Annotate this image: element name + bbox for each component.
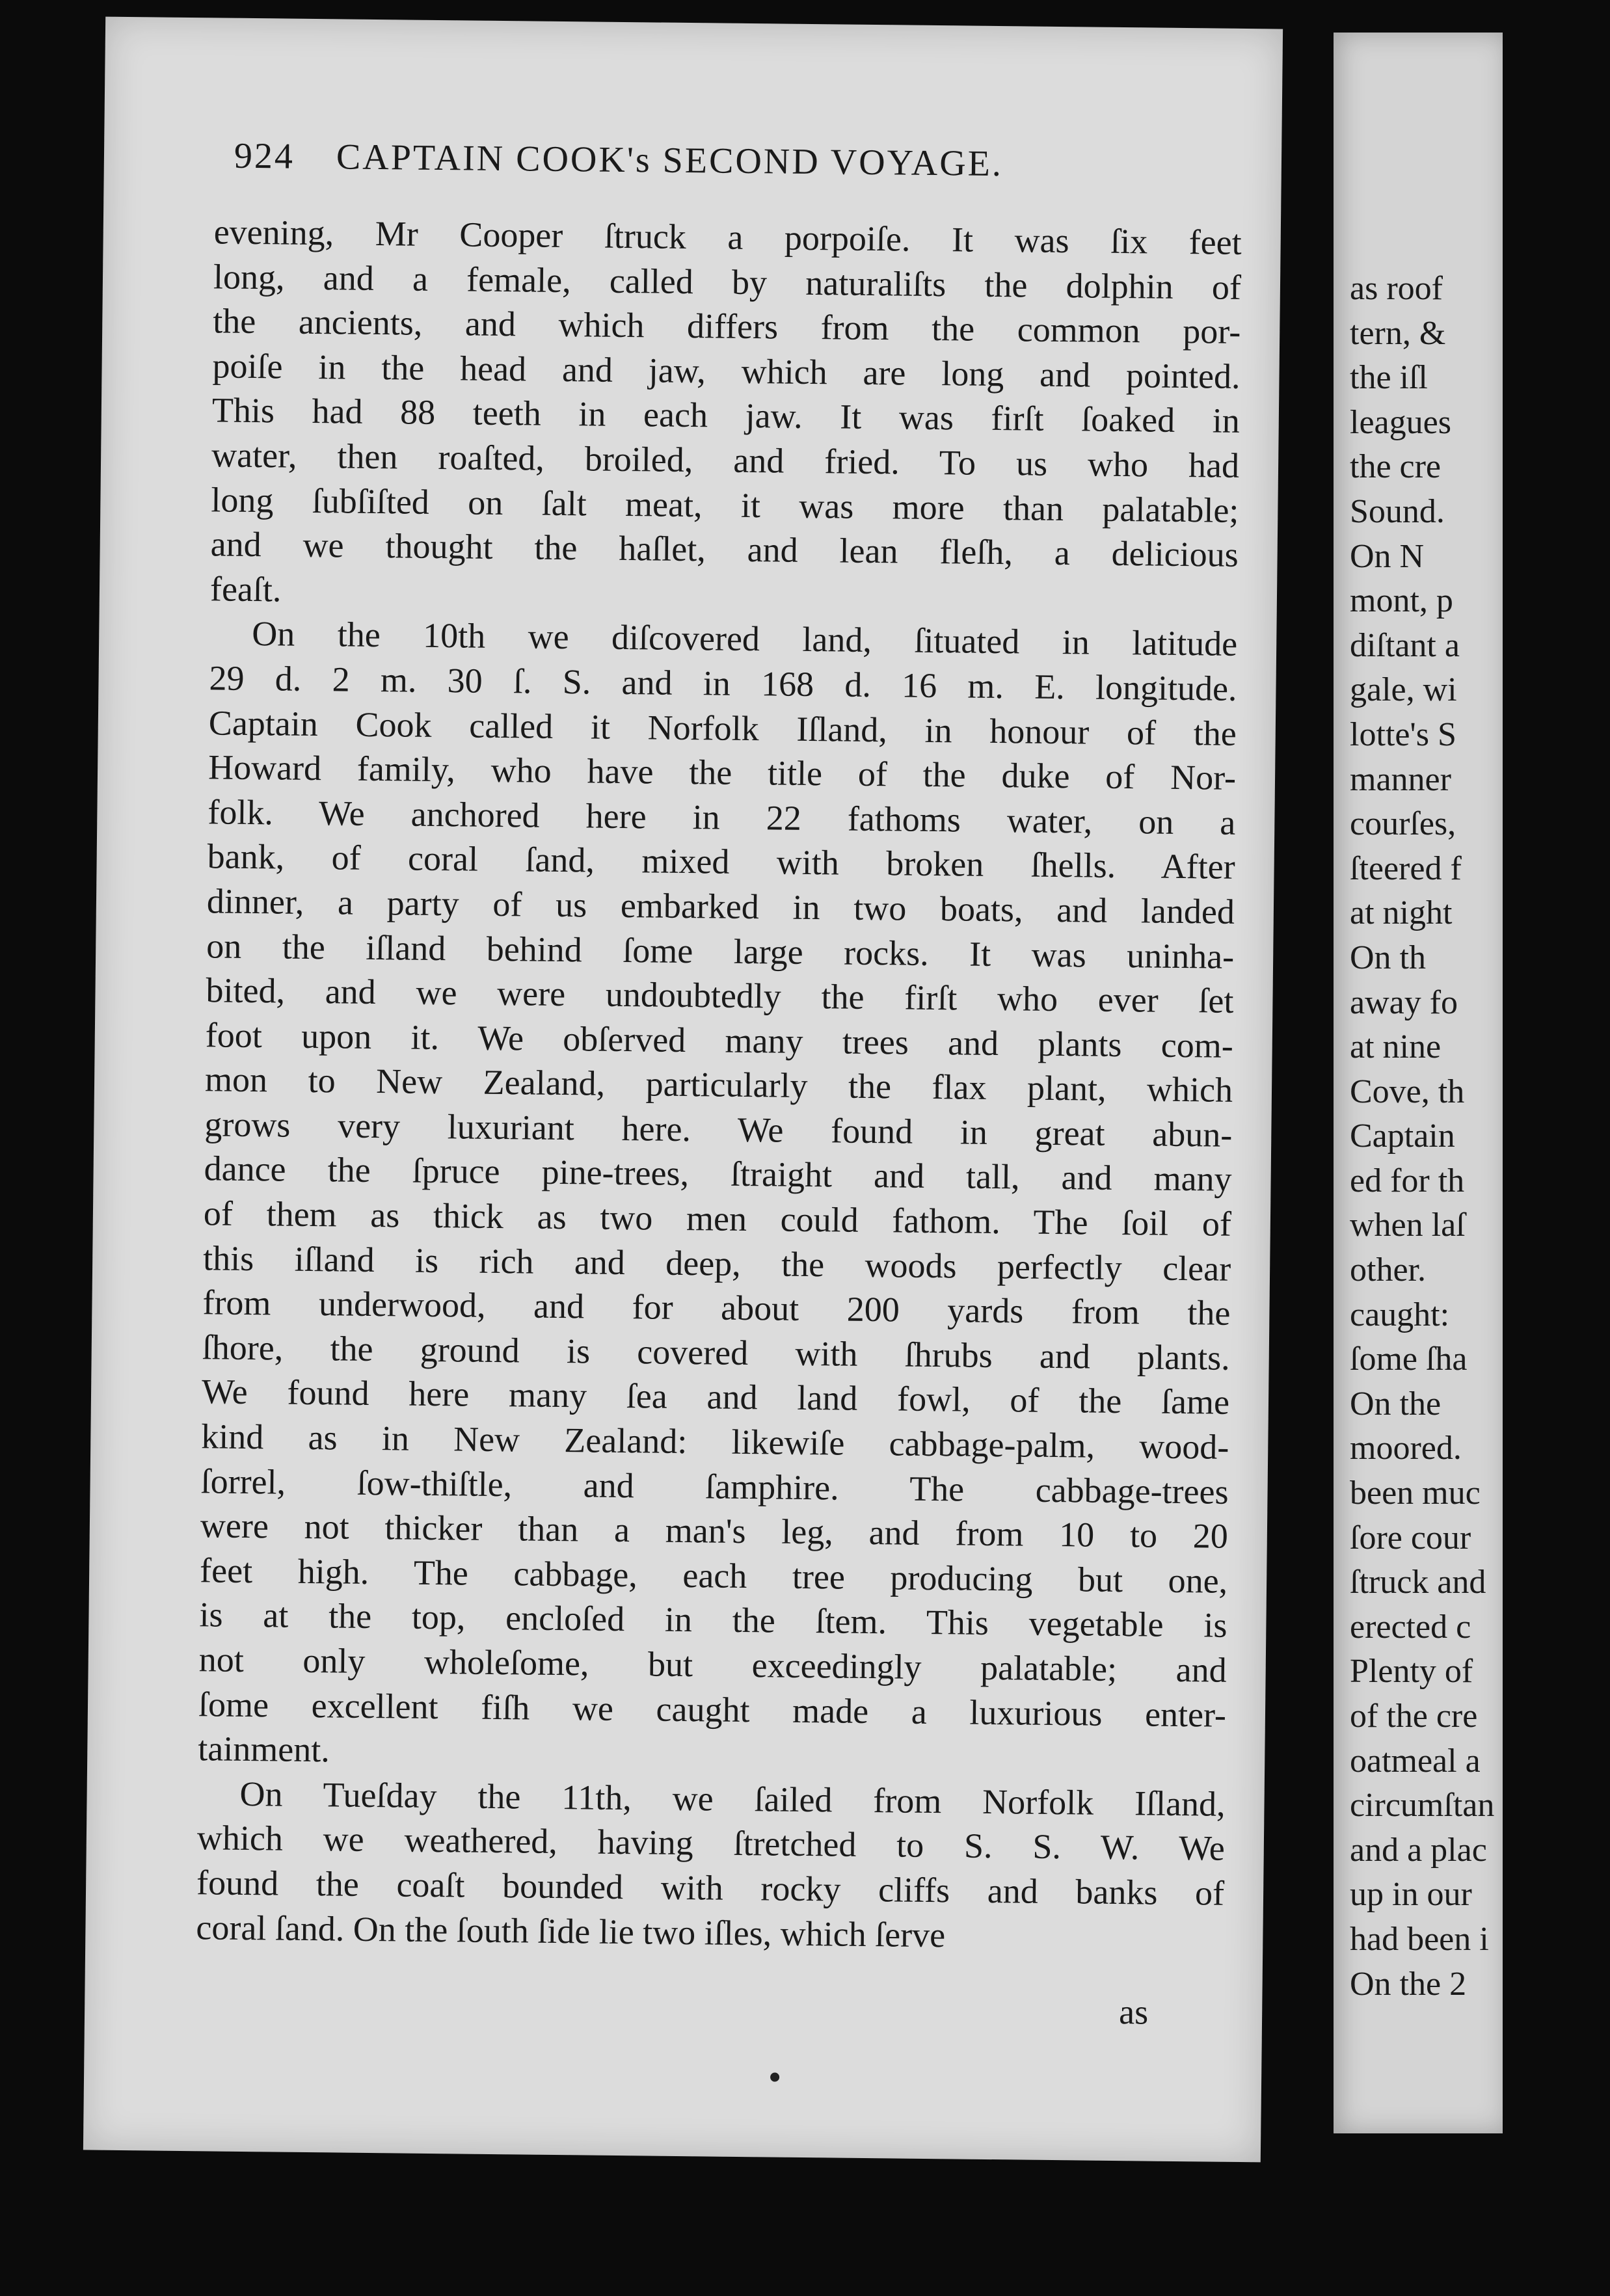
text-line: the ancients, and which differs from the common por- <box>213 301 1241 352</box>
right-text-line: at nine <box>1350 1028 1442 1066</box>
text-line: found the coaſt bounded with rocky cliffs and banks of <box>196 1863 1225 1913</box>
text-line: feaſt. <box>209 569 282 609</box>
text-line: this iſland is rich and deep, the woods perfectly clear <box>202 1238 1231 1288</box>
right-text-line: ſteered f <box>1350 849 1462 887</box>
text-line: mon to New Zealand, particularly the flax plant, which <box>204 1060 1233 1110</box>
text-line: water, then roaſted, broiled, and fried. To us who had <box>211 435 1240 485</box>
right-text-line: Captain <box>1350 1117 1455 1155</box>
right-text-line: ſore cour <box>1350 1519 1471 1556</box>
right-text-line: Plenty of <box>1350 1653 1473 1690</box>
right-text-line: been muc <box>1350 1475 1481 1512</box>
text-line: bank, of coral ſand, mixed with broken ſhells. After <box>207 836 1235 887</box>
text-line: of them as thick as two men could fathom. The ſoil of <box>203 1194 1232 1244</box>
text-line: long ſubſiſted on ſalt meat, it was more than palatable; <box>211 479 1239 530</box>
right-text-line: mont, p <box>1350 582 1453 620</box>
right-text-line: On the 2 <box>1350 1965 1467 2003</box>
text-line: dinner, a party of us embarked in two boats, and landed <box>206 881 1235 931</box>
right-page <box>1334 33 1503 2133</box>
printer-mark <box>770 2072 779 2081</box>
right-text-line: when laſ <box>1350 1207 1466 1244</box>
text-line: bited, and we were undoubtedly the firſt who ever ſet <box>206 970 1234 1021</box>
text-line: on the iſland behind ſome large rocks. It was uninha- <box>206 926 1235 976</box>
right-text-line: leagues <box>1350 403 1451 441</box>
right-text-line: moored. <box>1350 1430 1462 1467</box>
text-line: This had 88 teeth in each jaw. It was firſt ſoaked in <box>211 390 1241 441</box>
right-text-line: On th <box>1350 939 1426 976</box>
running-head <box>234 135 1276 188</box>
right-text-line: On N <box>1350 537 1425 575</box>
text-line: from underwood, and for about 200 yards from the <box>202 1283 1231 1333</box>
text-line: coral ſand. On the ſouth ſide lie two iſles, which ſerve <box>196 1907 946 1955</box>
right-text-line: had been i <box>1350 1920 1489 1958</box>
right-text-line: tern, & <box>1350 314 1446 352</box>
text-line: grows very luxuriant here. We found in great abun- <box>204 1104 1233 1155</box>
text-line: tainment. <box>198 1729 330 1770</box>
text-line: Captain Cook called it Norfolk Iſland, in honour of the <box>208 702 1237 753</box>
right-text-line: Sound. <box>1350 492 1445 530</box>
right-text-line: gale, wi <box>1350 671 1457 709</box>
right-text-line: of the cre <box>1350 1698 1478 1735</box>
text-line: is at the top, encloſed in the ſtem. This vegetable is <box>199 1595 1228 1646</box>
right-text-line: oatmeal a <box>1350 1742 1481 1780</box>
text-line: which we weathered, having ſtretched to S. S. W. We <box>196 1818 1226 1869</box>
text-line: kind as in New Zealand: likewiſe cabbage-palm, wood- <box>201 1417 1229 1467</box>
text-line: evening, Mr Cooper ſtruck a porpoiſe. It was ſix feet <box>213 212 1242 262</box>
text-line: dance the ſpruce pine-trees, ſtraight and tall, and many <box>204 1149 1232 1199</box>
text-line: folk. We anchored here in 22 fathoms water, on a <box>208 792 1236 842</box>
page-number: 924 <box>234 135 295 177</box>
right-text-line: caught: <box>1350 1296 1450 1333</box>
right-text-line: erected c <box>1350 1608 1471 1646</box>
text-line: On the 10th we diſcovered land, ſituated in latitude <box>251 614 1238 664</box>
text-line: ſorrel, ſow-thiſtle, and ſamphire. The cabbage-trees <box>200 1461 1229 1512</box>
right-text-line: circumſtan <box>1350 1787 1495 1824</box>
right-text-line: manner <box>1350 760 1451 798</box>
right-text-line: the cre <box>1350 448 1442 486</box>
right-text-line: ſtruck and <box>1350 1564 1486 1601</box>
text-line: and we thought the haſlet, and lean fleſh, a delicious <box>210 524 1239 575</box>
right-text-line: courſes, <box>1350 805 1456 843</box>
text-line: were not thicker than a man's leg, and from 10 to 20 <box>200 1506 1229 1556</box>
text-line: poiſe in the head and jaw, which are long and pointed. <box>212 346 1241 396</box>
body-text <box>196 209 1242 1960</box>
text-line: 29 d. 2 m. 30 ſ. S. and in 168 d. 16 m. E. longitude. <box>209 658 1237 708</box>
text-line: ſome excellent fiſh we caught made a luxurious enter- <box>198 1684 1227 1735</box>
text-line: feet high. The cabbage, each tree producing but one, <box>199 1551 1228 1601</box>
right-text-line: and a plac <box>1350 1831 1487 1869</box>
right-text-line: as roof <box>1350 270 1443 307</box>
right-text-line: at night <box>1350 894 1453 932</box>
right-text-line: ſome ſha <box>1350 1341 1468 1378</box>
right-text-line: diſtant a <box>1350 626 1460 664</box>
right-text-line: the iſl <box>1350 359 1428 397</box>
text-line: not only wholeſome, but exceedingly palatable; and <box>198 1640 1228 1690</box>
text-line: ſhore, the ground is covered with ſhrubs and plants. <box>202 1328 1231 1378</box>
right-text-line: up in our <box>1350 1876 1472 1914</box>
running-title: CAPTAIN COOK's SECOND VOYAGE. <box>336 137 1004 185</box>
right-text-line: lotte's S <box>1350 715 1456 753</box>
text-line: foot upon it. We obſerved many trees and plants com- <box>205 1015 1234 1065</box>
right-text-line: away fo <box>1350 983 1458 1021</box>
right-page-text <box>1350 267 1610 2007</box>
text-line: On Tueſday the 11th, we ſailed from Norfolk Iſland, <box>239 1774 1226 1824</box>
right-text-line: On the <box>1350 1385 1442 1422</box>
text-line: long, and a female, called by naturaliſts the dolphin of <box>213 256 1242 307</box>
right-text-line: Cove, th <box>1350 1073 1465 1110</box>
text-line: Howard family, who have the title of the duke of Nor- <box>208 747 1237 797</box>
right-text-line: ed for th <box>1350 1162 1465 1199</box>
catchword: as <box>1118 1992 1149 2032</box>
right-text-line: other. <box>1350 1251 1426 1289</box>
text-line: We found here many ſea and land fowl, of the ſame <box>201 1372 1230 1422</box>
left-page <box>83 17 1283 2163</box>
